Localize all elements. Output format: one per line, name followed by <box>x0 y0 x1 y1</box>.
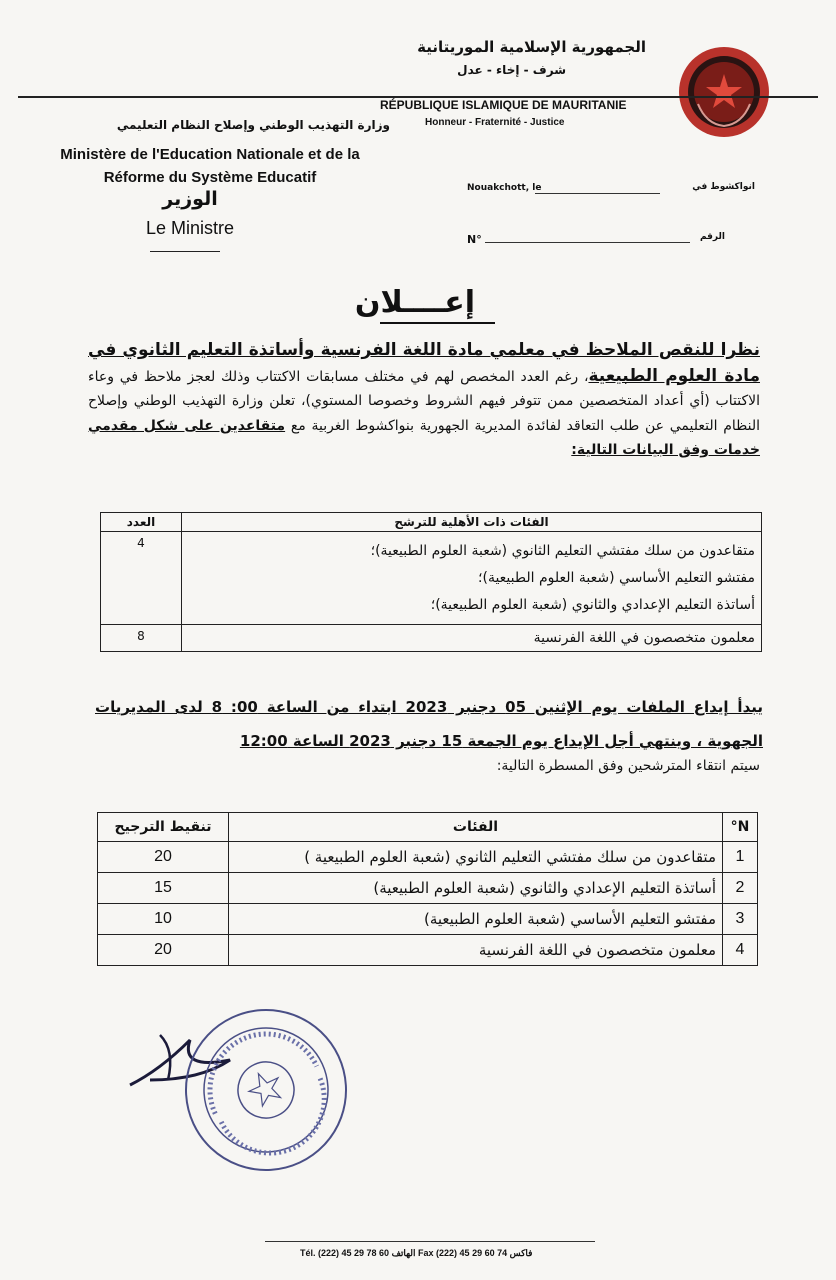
selection-table <box>97 812 758 966</box>
category-line: أساتذة التعليم الإعدادي والثانوي (شعبة العلوم الطبيعية)؛ <box>430 597 755 613</box>
body-text: ، رغم العدد المخصص لهم في مختلف مسابقات الاكتتاب وذلك لعجز ملاحظ في وعاء الاكتتاب (أي أعداد المتخصصين ممن تتوفر فيهم الشروط وخصوصا المستوي)، تعلن وزارة التهذيب الوطني وإصلاح النظام التعليمي عن طلب التعاقد لفائدة المديرية الجهورية بنواكشوط الغربية مع <box>88 368 760 434</box>
eligibility-table <box>100 512 762 652</box>
number-label-fr: N° <box>467 233 482 246</box>
category-line: معلمون متخصصون في اللغة الفرنسية <box>533 630 755 646</box>
table-row <box>101 625 762 652</box>
announcement-body <box>88 338 760 463</box>
row-points: 15 <box>98 873 229 904</box>
table-row <box>98 842 758 873</box>
minister-underline <box>150 251 220 252</box>
footer-contact: Tél. (222) 45 29 78 60 الهاتف Fax (222) 45 29 60 74 فاكس <box>300 1248 533 1258</box>
minister-fr: Le Ministre <box>145 218 235 238</box>
row-points: 10 <box>98 904 229 935</box>
ministry-ar: وزارة التهذيب الوطني وإصلاح النظام التعليمي <box>116 118 390 132</box>
table-row <box>101 532 762 625</box>
selection-intro: سيتم انتقاء المترشحين وفق المسطرة التالية: <box>496 758 760 774</box>
footer-rule <box>265 1241 595 1242</box>
motto-fr: Honneur - Fraternité - Justice <box>425 117 565 128</box>
ministry-fr: Ministère de l'Education Nationale et de la Réforme du Système Educatif <box>60 146 360 186</box>
category-line: متقاعدون من سلك مفتشي التعليم الثانوي (شعبة العلوم الطبيعية)؛ <box>370 543 755 559</box>
announcement-title: إعــــلان <box>354 285 476 320</box>
number-fill <box>485 242 690 243</box>
number-label-ar: الرقم <box>699 232 725 242</box>
republic-ar: الجمهورية الإسلامية الموريتانية <box>417 38 646 56</box>
table2-header-points: تنقيط الترجيح <box>98 813 229 842</box>
place-fill <box>535 193 660 194</box>
motto-ar: شرف - إخاء - عدل <box>457 63 566 77</box>
table2-header-category: الفئات <box>229 813 723 842</box>
row-category: مفتشو التعليم الأساسي (شعبة العلوم الطبيعية) <box>229 904 723 935</box>
category-line: مفتشو التعليم الأساسي (شعبة العلوم الطبيعية)؛ <box>478 570 755 586</box>
national-emblem-icon <box>676 44 776 144</box>
title-underline <box>380 322 495 324</box>
deposit-notice: يبدأ إيداع الملفات يوم الإثنين 05 دجنبر 2023 ابتداء من الساعة 00: 8 لدى المديريات الجهوية ، وينتهي أجل الإيداع يوم الجمعة 15 دجنبر 2023 الساعة 12:00 <box>95 698 763 750</box>
count-cell: 8 <box>101 625 182 652</box>
place-label-fr: Nouakchott, le <box>467 183 542 193</box>
minister-ar: الوزير <box>162 188 218 210</box>
row-category: متقاعدون من سلك مفتشي التعليم الثانوي (شعبة العلوم الطبيعية ) <box>229 842 723 873</box>
table-row <box>98 904 758 935</box>
table1-header-category: الفئات ذات الأهلية للترشح <box>182 513 762 532</box>
row-number: 2 <box>723 873 758 904</box>
minister-stamp-icon <box>120 1000 370 1190</box>
row-points: 20 <box>98 935 229 966</box>
table2-header-no: N° <box>723 813 758 842</box>
republic-fr: RÉPUBLIQUE ISLAMIQUE DE MAURITANIE <box>380 98 627 112</box>
table1-header-count: العدد <box>101 513 182 532</box>
row-category: أساتذة التعليم الإعدادي والثانوي (شعبة العلوم الطبيعية) <box>229 873 723 904</box>
row-category: معلمون متخصصون في اللغة الفرنسية <box>229 935 723 966</box>
count-cell: 4 <box>101 532 182 625</box>
row-number: 3 <box>723 904 758 935</box>
row-number: 4 <box>723 935 758 966</box>
place-label-ar: انواكشوط في <box>692 182 755 192</box>
body-tail: متقاعدين على شكل مقدمي خدمات وفق البيانات التالية: <box>88 417 760 458</box>
table-row <box>98 873 758 904</box>
row-points: 20 <box>98 842 229 873</box>
table-row <box>98 935 758 966</box>
row-number: 1 <box>723 842 758 873</box>
body-lead: نظرا للنقص الملاحظ في معلمي مادة اللغة الفرنسية وأساتذة التعليم الثانوي في مادة العلوم الطبيعية <box>88 340 760 386</box>
